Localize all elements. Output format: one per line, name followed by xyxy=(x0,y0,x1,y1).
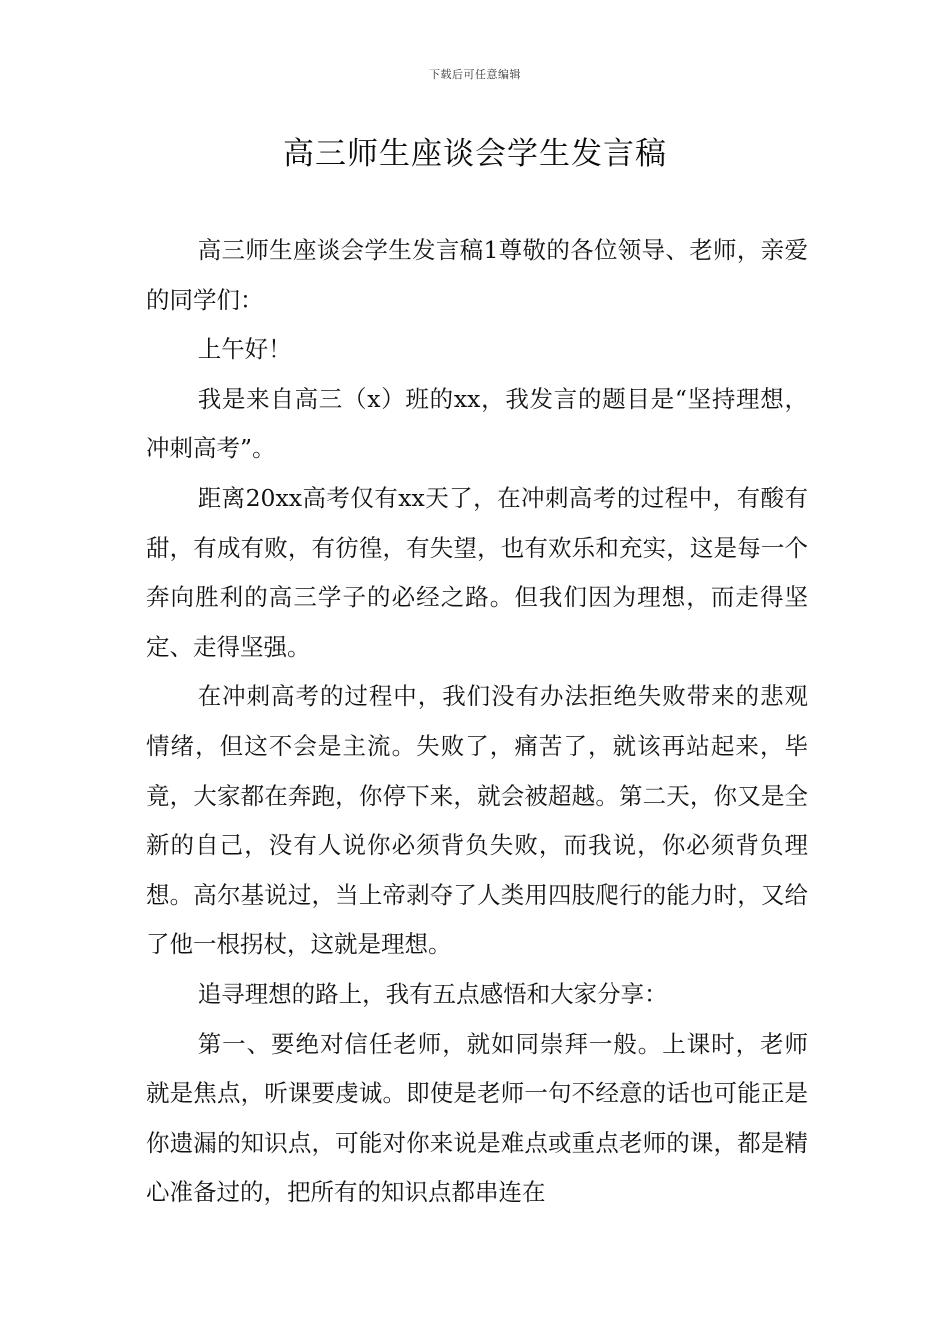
paragraph-point-one: 第一、要绝对信任老师，就如同崇拜一般。上课时，老师就是焦点，听课要虔诚。即使是老师一句不经意的话也可能正是你遗漏的知识点，可能对你来说是难点或重点老师的课，都是精心准备过的，把所有的知识点都串连在 xyxy=(146,1029,808,1207)
paragraph-countdown: 距离20xx高考仅有xx天了，在冲刺高考的过程中，有酸有甜，有成有败，有彷徨，有失望，也有欢乐和充实，这是每一个奔向胜利的高三学子的必经之路。但我们因为理想，而走得坚定、走得坚强。 xyxy=(146,483,808,661)
paragraph-greeting: 高三师生座谈会学生发言稿1尊敬的各位领导、老师，亲爱的同学们： xyxy=(146,236,808,314)
paragraph-share: 追寻理想的路上，我有五点感悟和大家分享： xyxy=(197,979,668,1008)
paragraph-intro: 我是来自高三（x）班的xx，我发言的题目是“坚持理想，冲刺高考”。 xyxy=(146,384,808,463)
document-title: 高三师生座谈会学生发言稿 xyxy=(283,136,667,172)
header-note: 下载后可任意编辑 xyxy=(429,68,521,81)
document-body xyxy=(146,226,808,1218)
paragraph-failure: 在冲刺高考的过程中，我们没有办法拒绝失败带来的悲观情绪，但这不会是主流。失败了，痛苦了，就该再站起来，毕竟，大家都在奔跑，你停下来，就会被超越。第二天，你又是全新的自己，没有人说你必须背负失败，而我说，你必须背负理想。高尔基说过，当上帝剥夺了人类用四肢爬行的能力时，又给了他一根拐杖，这就是理想。 xyxy=(146,682,808,959)
paragraph-salutation: 上午好！ xyxy=(197,335,292,364)
